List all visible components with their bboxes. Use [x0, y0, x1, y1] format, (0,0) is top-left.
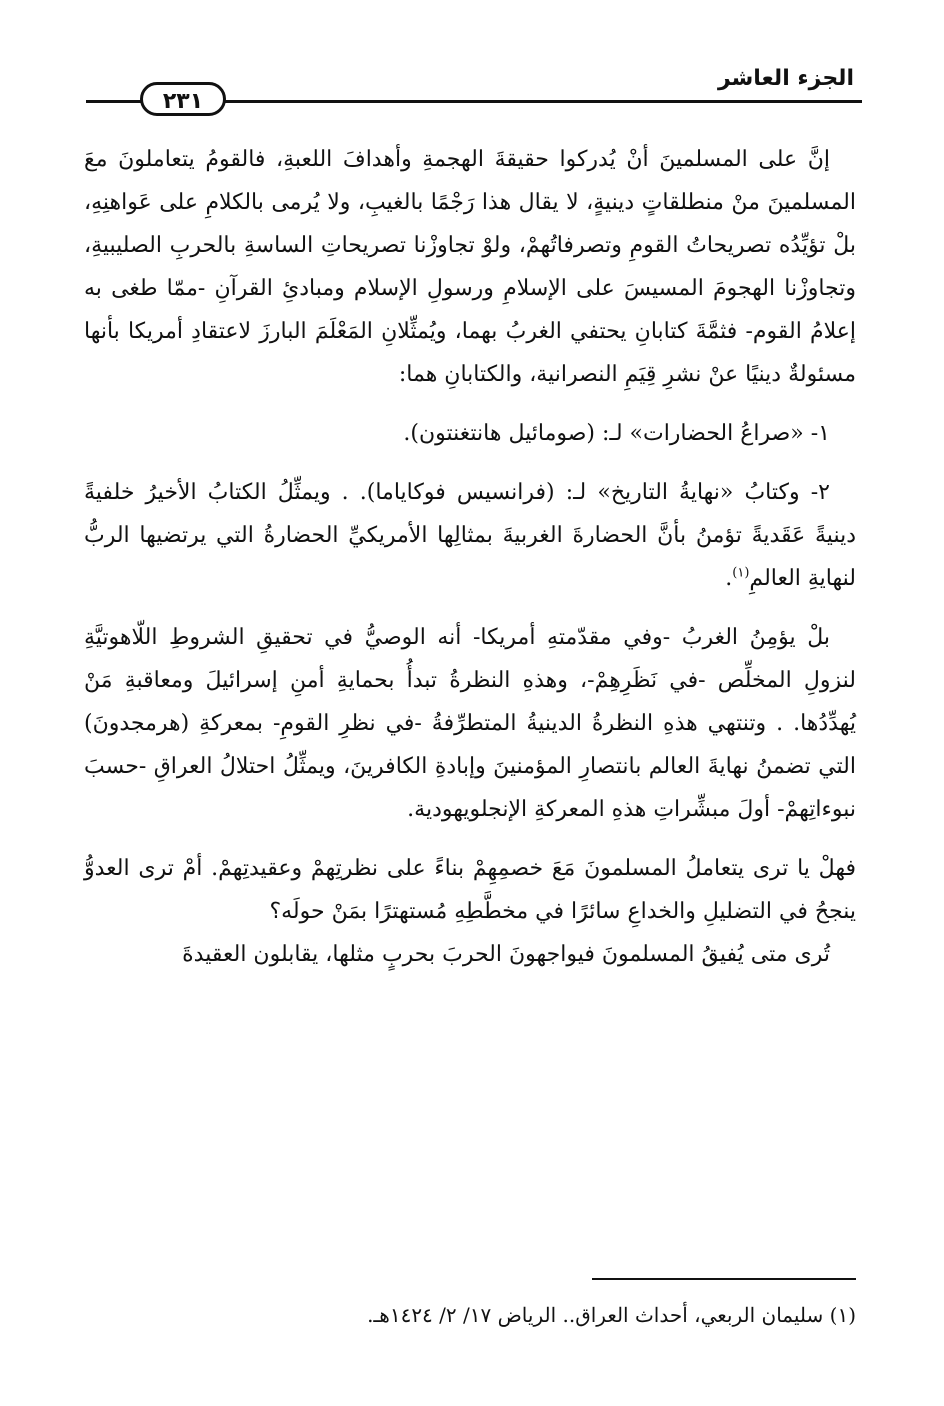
main-text: [84, 138, 856, 976]
footnote: (١) سليمان الربعي، أحداث العراق.. الرياض ١٧/ ٢/ ١٤٢٤هـ.: [367, 1303, 856, 1327]
paragraph-3: فهلْ يا ترى يتعاملُ المسلمونَ مَعَ خصمِهِمْ بناءً على نظرتِهمْ وعقيدتِهمْ. أمْ ترى العدوُّ ينجحُ في التضليلِ والخداعِ سائرًا في مخطَّطِهِ مُستهترًا بمَنْ حولَه؟: [84, 856, 856, 924]
running-title: الجزء العاشر: [717, 66, 854, 91]
paragraph-2: بلْ يؤمِنُ الغربُ -وفي مقدّمتهِ أمريكا- أنه الوصيُّ في تحقيقِ الشروطِ اللّاهوتيَّةِ لنزولِ المخلِّص -في نَظَرِهِمْ-، وهذهِ النظرةُ تبدأُ بحمايةِ أمنِ إسرائيلَ ومعاقبةِ مَنْ يُهدِّدُها. . وتنتهي هذهِ النظرةُ الدينيةُ المتطرِّفةُ -في نظرِ القومِ- بمعركةِ (هرمجدونَ) التي تضمنُ نهايةَ العالم بانتصارِ المؤمنينَ وإبادةِ الكافرينَ، ويمثِّلُ احتلالُ العراقِ -حسبَ نبوءاتِهمْ- أولَ مبشِّراتِ هذهِ المعركةِ الإنجلويهودية.: [84, 625, 856, 822]
footnote-rule: [592, 1278, 856, 1280]
list-item-1: ١- «صراعُ الحضارات» لـ: (صومائيل هانتغنتون).: [403, 421, 830, 446]
list-item-2: ٢- وكتابُ «نهايةُ التاريخ» لـ: (فرانسيس فوكاياما). . ويمثِّلُ الكتابُ الأخيرُ خلفيةً دينيةً عَقَديةً تؤمنُ بأنَّ الحضارةَ الغربيةَ بمثالِها الأمريكيِّ الحضارةُ التي يرتضيها الربُّ لنهايةِ العالمِ$^{(١)}$.: [84, 480, 857, 591]
paragraph-1: إنَّ على المسلمينَ أنْ يُدركوا حقيقةَ الهجمةِ وأهدافَ اللعبةِ، فالقومُ يتعاملونَ معَ المسلمينَ منْ منطلقاتٍ دينيةٍ، لا يقال هذا رَجْمًا بالغيبِ، ولا يُرمى بالكلامِ على عَواهنِهِ، بلْ تؤيِّدُه تصريحاتُ القومِ وتصرفاتُهمْ، ولوْ تجاوزْنا تصريحاتِ الساسةِ بالحربِ الصليبيةِ، وتجاوزْنا الهجومَ المسيسَ على الإسلامِ ورسولِ الإسلام ومبادئِ القرآنِ -ممّا طغى به إعلامُ القوم- فثمَّةَ كتابانِ يحتفي الغربُ بهما، ويُمثِّلانِ المَعْلَمَ البارزَ لاعتقادِ أمريكا بأنها مسئولةٌ دينيًا عنْ نشرِ قِيَمِ النصرانية، والكتابانِ هما:: [84, 147, 856, 387]
paragraph-4: تُرى متى يُفيقُ المسلمونَ فيواجهونَ الحربَ بحربٍ مثلها، يقابلون العقيدةَ: [182, 942, 830, 967]
page-number-badge: ٢٣١: [140, 82, 226, 116]
list-item-2-text: ٢- وكتابُ «نهايةُ التاريخ» لـ: (فرانسيس فوكاياما). . ويمثِّلُ الكتابُ الأخيرُ خلفيةً دينيةً عَقَديةً تؤمنُ بأنَّ الحضارةَ الغربيةَ بمثالِها الأمريكيِّ الحضارةُ التي يرتضيها الربُّ لنهايةِ العالمِ: [84, 480, 857, 591]
footnote-marker[interactable]: (١): [732, 565, 750, 581]
